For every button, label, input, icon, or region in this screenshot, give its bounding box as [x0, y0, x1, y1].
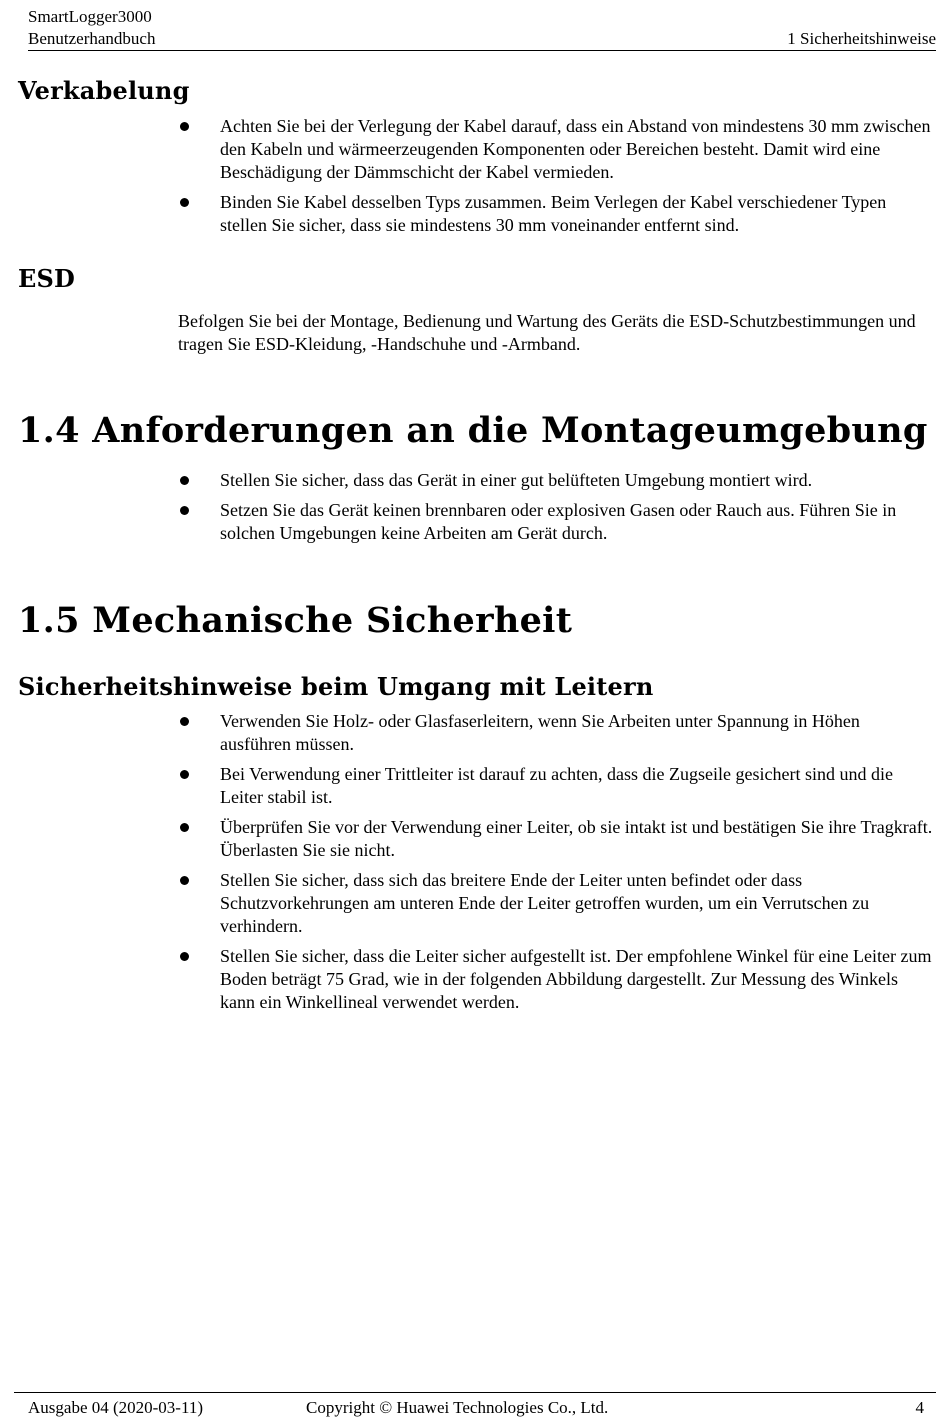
bullet-icon: [180, 952, 189, 961]
list-item-text: Stellen Sie sicher, dass die Leiter sicher aufgestellt ist. Der empfohlene Winkel für eine Leiter zum Boden beträgt 75 Grad, wie in der folgenden Abbildung dargestellt. Zur Messung des Winkels kann ein Winkellineal verwendet werden.: [220, 946, 932, 1012]
page-number: 4: [915, 1398, 924, 1417]
list-item: [178, 191, 933, 237]
bullet-icon: [180, 506, 189, 515]
bullet-icon: [180, 717, 189, 726]
page-header: [28, 6, 936, 51]
list-item: [178, 710, 933, 756]
bullet-icon: [180, 198, 189, 207]
bullet-icon: [180, 122, 189, 131]
list-item-text: Bei Verwendung einer Trittleiter ist darauf zu achten, dass die Zugseile gesichert sind und die Leiter stabil ist.: [220, 764, 893, 807]
section-title-mechanisch: 1.5 Mechanische Sicherheit: [18, 600, 573, 641]
list-item-text: Verwenden Sie Holz- oder Glasfaserleitern, wenn Sie Arbeiten unter Spannung in Höhen ausführen müssen.: [220, 711, 860, 754]
bullet-icon: [180, 770, 189, 779]
list-item-text: Stellen Sie sicher, dass sich das breitere Ende der Leiter unten befindet oder dass Schutzvorkehrungen am unteren Ende der Leiter getroffen wurden, um ein Verrutschen zu verhindern.: [220, 870, 870, 936]
chapter-title: 1 Sicherheitshinweise: [787, 29, 936, 48]
list-item: [178, 945, 933, 1014]
list-item-text: Achten Sie bei der Verlegung der Kabel darauf, dass ein Abstand von mindestens 30 mm zwischen den Kabeln und wärmeerzeugenden Komponenten oder Bereichen besteht. Damit wird eine Beschädigung der Dämmschicht der Kabel vermieden.: [220, 116, 931, 182]
list-item-text: Stellen Sie sicher, dass das Gerät in einer gut belüfteten Umgebung montiert wird.: [220, 470, 813, 490]
list-item: [178, 869, 933, 938]
list-item: [178, 763, 933, 809]
list-item: [178, 816, 933, 862]
bullet-icon: [180, 876, 189, 885]
bullet-icon: [180, 476, 189, 485]
bullet-icon: [180, 823, 189, 832]
section-title-montageumgebung: 1.4 Anforderungen an die Montageumgebung: [18, 410, 928, 451]
leitern-list: [178, 710, 933, 1021]
section-title-verkabelung: Verkabelung: [18, 76, 190, 105]
subsection-title-leitern: Sicherheitshinweise beim Umgang mit Leitern: [18, 672, 654, 701]
verkabelung-list: [178, 115, 933, 244]
copyright-notice: Copyright © Huawei Technologies Co., Ltd.: [306, 1398, 609, 1417]
section-title-esd: ESD: [18, 264, 76, 293]
list-item: [178, 115, 933, 184]
montageumgebung-list: [178, 469, 933, 552]
list-item: [178, 499, 933, 545]
list-item-text: Binden Sie Kabel desselben Typs zusammen. Beim Verlegen der Kabel verschiedener Typen stellen Sie sicher, dass sie mindestens 30 mm voneinander entfernt sind.: [220, 192, 887, 235]
edition-info: Ausgabe 04 (2020-03-11): [28, 1398, 203, 1417]
page-footer: [14, 1392, 936, 1421]
list-item-text: Überprüfen Sie vor der Verwendung einer Leiter, ob sie intakt ist und bestätigen Sie ihre Tragkraft. Überlasten Sie sie nicht.: [220, 817, 933, 860]
esd-paragraph: Befolgen Sie bei der Montage, Bedienung und Wartung des Geräts die ESD-Schutzbestimmungen und tragen Sie ESD-Kleidung, -Handschuhe und -Armband.: [178, 311, 916, 354]
document-type: Benutzerhandbuch: [28, 29, 156, 48]
list-item: [178, 469, 933, 492]
product-name: SmartLogger3000: [28, 7, 152, 26]
list-item-text: Setzen Sie das Gerät keinen brennbaren oder explosiven Gasen oder Rauch aus. Führen Sie in solchen Umgebungen keine Arbeiten am Gerät durch.: [220, 500, 897, 543]
